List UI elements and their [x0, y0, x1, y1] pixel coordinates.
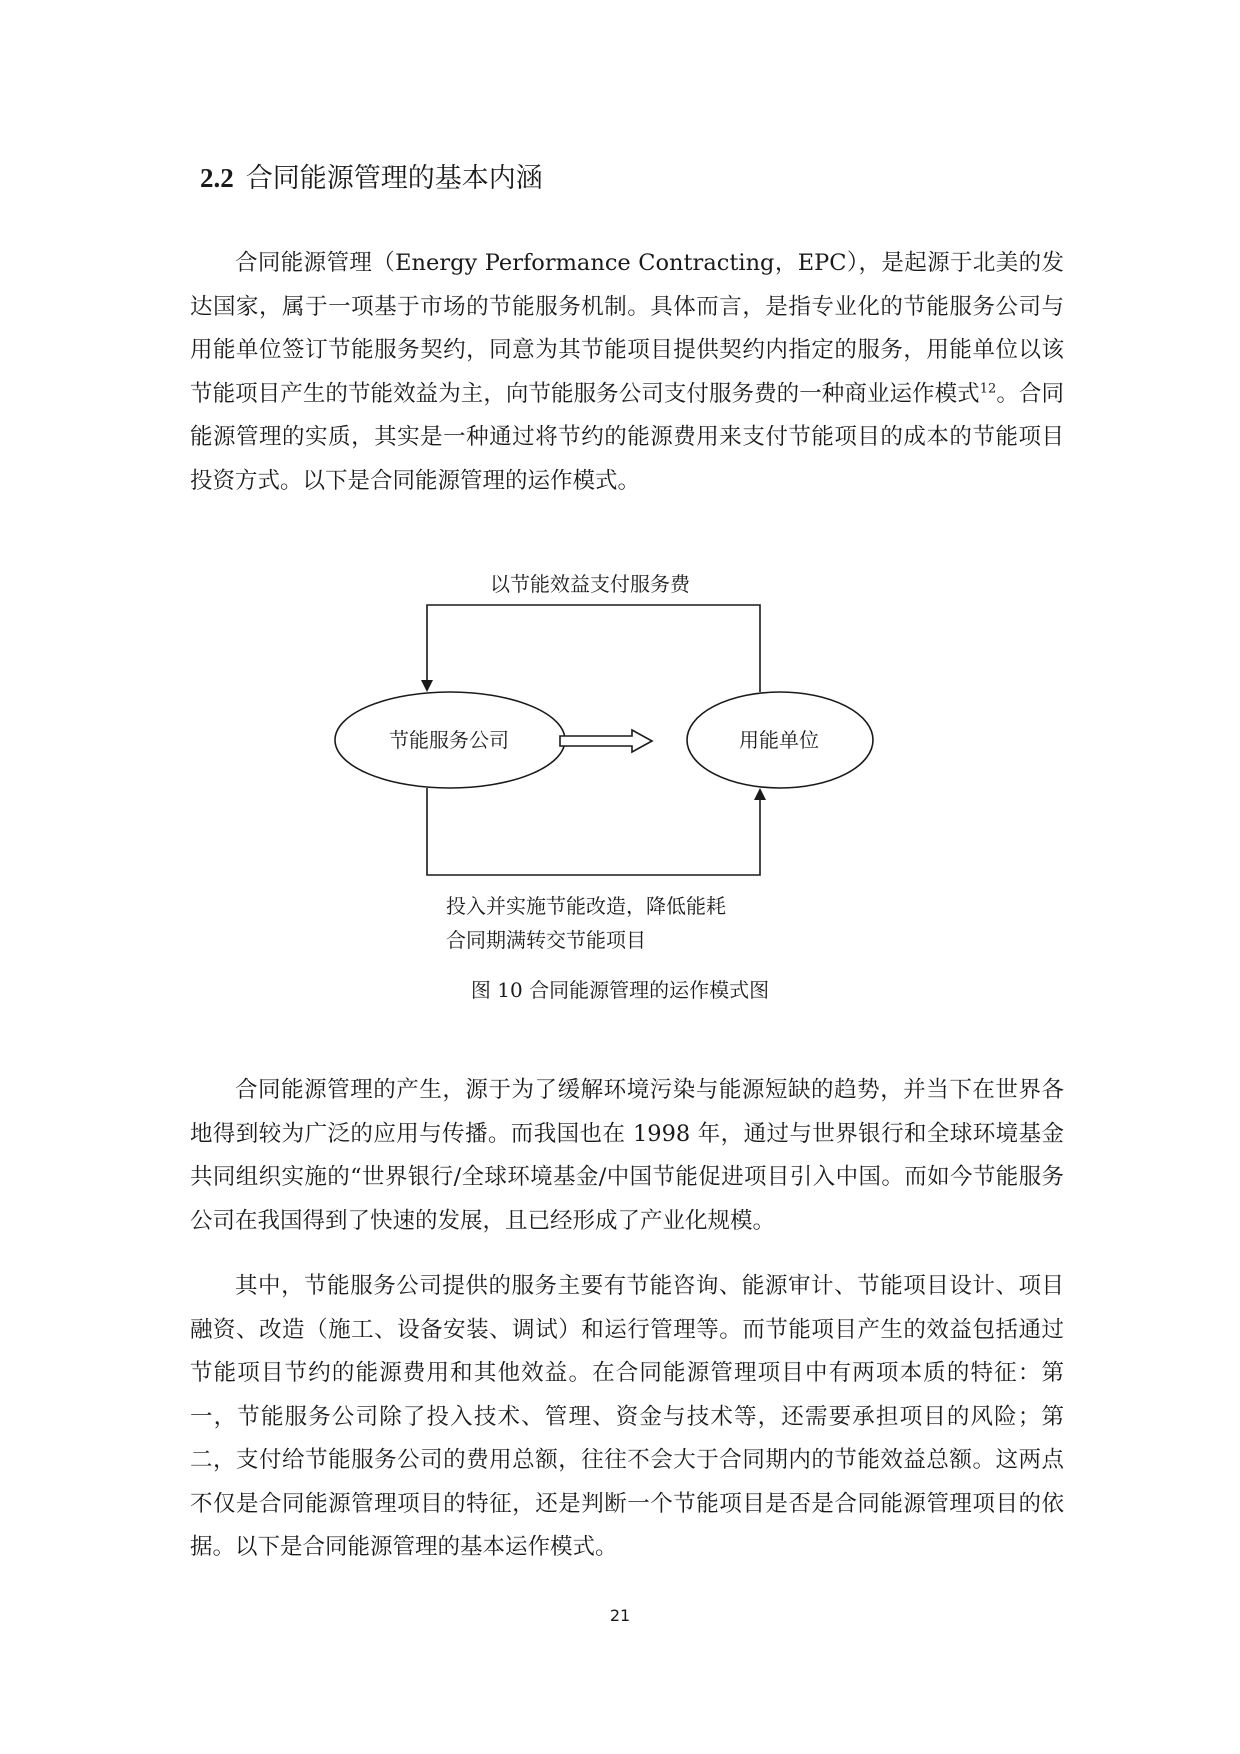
label-investment-retrofit: 投入并实施节能改造，降低能耗: [446, 894, 726, 918]
paragraph-epc-origin: 合同能源管理的产生，源于为了缓解环境污染与能源短缺的趋势，并当下在世界各地得到较为广泛的应用与传播。而我国也在 1998 年，通过与世界银行和全球环境基金共同组织实施的“世界银行/全球环境基金/中国节能促进项目引入中国。而如今节能服务公司在我国得到了快速的发展，且已经形成了产业化规模。: [190, 1077, 1064, 1234]
epc-operation-diagram: [300, 560, 920, 960]
reference-superscript: 12: [979, 381, 997, 396]
label-project-handover: 合同期满转交节能项目: [446, 928, 646, 952]
bottom-arrowhead: [754, 788, 766, 800]
section-title: 合同能源管理的基本内涵: [245, 163, 543, 194]
node-service-company-label: 节能服务公司: [389, 728, 509, 752]
section-heading: [200, 156, 543, 201]
paragraph-text: 。合同能源管理的实质，其实是一种通过将节约的能源费用来支付节能项目的成本的节能项目投资方式。以下是合同能源管理的运作模式。: [190, 380, 1064, 494]
figure-caption: 图 10 合同能源管理的运作模式图: [470, 978, 770, 1002]
section-number: 2.2: [200, 163, 234, 193]
top-arrowhead: [421, 680, 433, 692]
node-energy-user-label: 用能单位: [739, 728, 819, 752]
page-number: 21: [609, 1606, 631, 1625]
paragraph-epc-services: 其中，节能服务公司提供的服务主要有节能咨询、能源审计、节能项目设计、项目融资、改造（施工、设备安装、调试）和运行管理等。而节能项目产生的效益包括通过节能项目节约的能源费用和其他效益。在合同能源管理项目中有两项本质的特征：第一，节能服务公司除了投入技术、管理、资金与技术等，还需要承担项目的风险；第二，支付给节能服务公司的费用总额，往往不会大于合同期内的节能效益总额。这两点不仅是合同能源管理项目的特征，还是判断一个节能项目是否是合同能源管理项目的依据。以下是合同能源管理的基本运作模式。: [190, 1273, 1064, 1560]
paragraph-text: 合同能源管理（Energy Performance Contracting，EPC），是起源于北美的发达国家，属于一项基于市场的节能服务机制。具体而言，是指专业化的节能服务公司与用能单位签订节能服务契约，同意为其节能项目提供契约内指定的服务，用能单位以该节能项目产生的节能效益为主，向节能服务公司支付服务费的一种商业运作模式: [190, 250, 1064, 407]
top-feedback-path: [427, 605, 760, 692]
label-payment-by-savings: 以节能效益支付服务费: [490, 572, 690, 596]
paragraph-epc-definition: [190, 242, 1064, 503]
transfer-hollow-arrow: [560, 730, 652, 752]
bottom-investment-path: [427, 788, 760, 875]
